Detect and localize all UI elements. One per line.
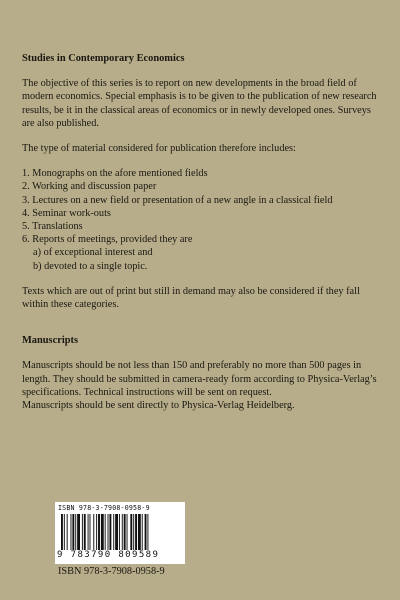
barcode-bar bbox=[122, 514, 123, 550]
barcode-bar bbox=[67, 514, 68, 550]
barcode-bar bbox=[109, 514, 111, 550]
list-item: 1. Monographs on the afore mentioned fields bbox=[22, 168, 208, 180]
barcode-bar bbox=[75, 514, 76, 550]
list-item: 4. Seminar work-outs bbox=[22, 207, 111, 219]
manuscripts-send-to: Manuscripts should be sent directly to Physica-Verlag Heidelberg. bbox=[22, 400, 295, 412]
cover-text bbox=[22, 52, 380, 412]
isbn: ISBN 978-3-7908-0958-9 bbox=[58, 566, 165, 577]
barcode-bar bbox=[77, 514, 80, 550]
barcode-bar bbox=[61, 514, 63, 550]
list-subitem: a) of exceptional interest and bbox=[33, 247, 153, 259]
barcode-bar bbox=[147, 514, 148, 550]
barcode-bar bbox=[84, 514, 86, 550]
barcode-bar bbox=[113, 514, 114, 550]
barcode-bar bbox=[115, 514, 118, 550]
barcode bbox=[55, 502, 185, 564]
barcode-bar bbox=[135, 514, 137, 550]
barcode-bar bbox=[127, 514, 128, 550]
out-of-print-note: Texts which are out of print but still in demand may also be considered if they fall within these categories. bbox=[22, 285, 360, 311]
list-item: 6. Reports of meetings, provided they are bbox=[22, 234, 193, 246]
barcode-bar bbox=[72, 514, 74, 550]
manuscripts-body: Manuscripts should be not less than 150 and preferably no more than 500 pages in length. They should be submitted in camera-ready form according to Physica-Verlag’s specifications. Technical instructions will be sent on request. bbox=[22, 360, 377, 398]
material-list bbox=[22, 167, 380, 273]
barcode-bar bbox=[98, 514, 100, 550]
barcode-bar bbox=[133, 514, 134, 550]
barcode-bar bbox=[145, 514, 147, 550]
list-item: 2. Working and discussion paper bbox=[22, 181, 157, 193]
barcode-bar bbox=[71, 514, 72, 550]
barcode-digits: 9 783790 809589 bbox=[57, 550, 160, 560]
manuscripts-heading: Manuscripts bbox=[22, 335, 78, 347]
barcode-bar bbox=[82, 514, 83, 550]
barcode-bar bbox=[64, 514, 65, 550]
barcode-bar bbox=[90, 514, 91, 550]
series-objective: The objective of this series is to report on new developments in the broad field of modern economics. Special emphasis is to be given to the publication of new research results, be it in the classical areas of economics or in newly developed ones. Surveys are also published. bbox=[22, 78, 377, 129]
list-subitem: b) devoted to a single topic. bbox=[33, 260, 148, 272]
barcode-bar bbox=[105, 514, 106, 550]
barcode-bars bbox=[61, 514, 179, 550]
barcode-bar bbox=[119, 514, 120, 550]
barcode-isbn-label: ISBN 978-3-7908-0958-9 bbox=[58, 504, 150, 512]
barcode-bar bbox=[130, 514, 132, 550]
barcode-bar bbox=[96, 514, 97, 550]
barcode-bar bbox=[108, 514, 109, 550]
barcode-bar bbox=[142, 514, 143, 550]
barcode-bar bbox=[138, 514, 141, 550]
barcode-bar bbox=[88, 514, 89, 550]
list-item: 5. Translations bbox=[22, 221, 83, 233]
barcode-bar bbox=[101, 514, 104, 550]
material-intro: The type of material considered for publication therefore includes: bbox=[22, 143, 296, 155]
series-title: Studies in Contemporary Economics bbox=[22, 53, 185, 64]
list-item: 3. Lectures on a new field or presentation of a new angle in a classical field bbox=[22, 194, 333, 206]
barcode-bar bbox=[93, 514, 94, 550]
barcode-bar bbox=[124, 514, 126, 550]
